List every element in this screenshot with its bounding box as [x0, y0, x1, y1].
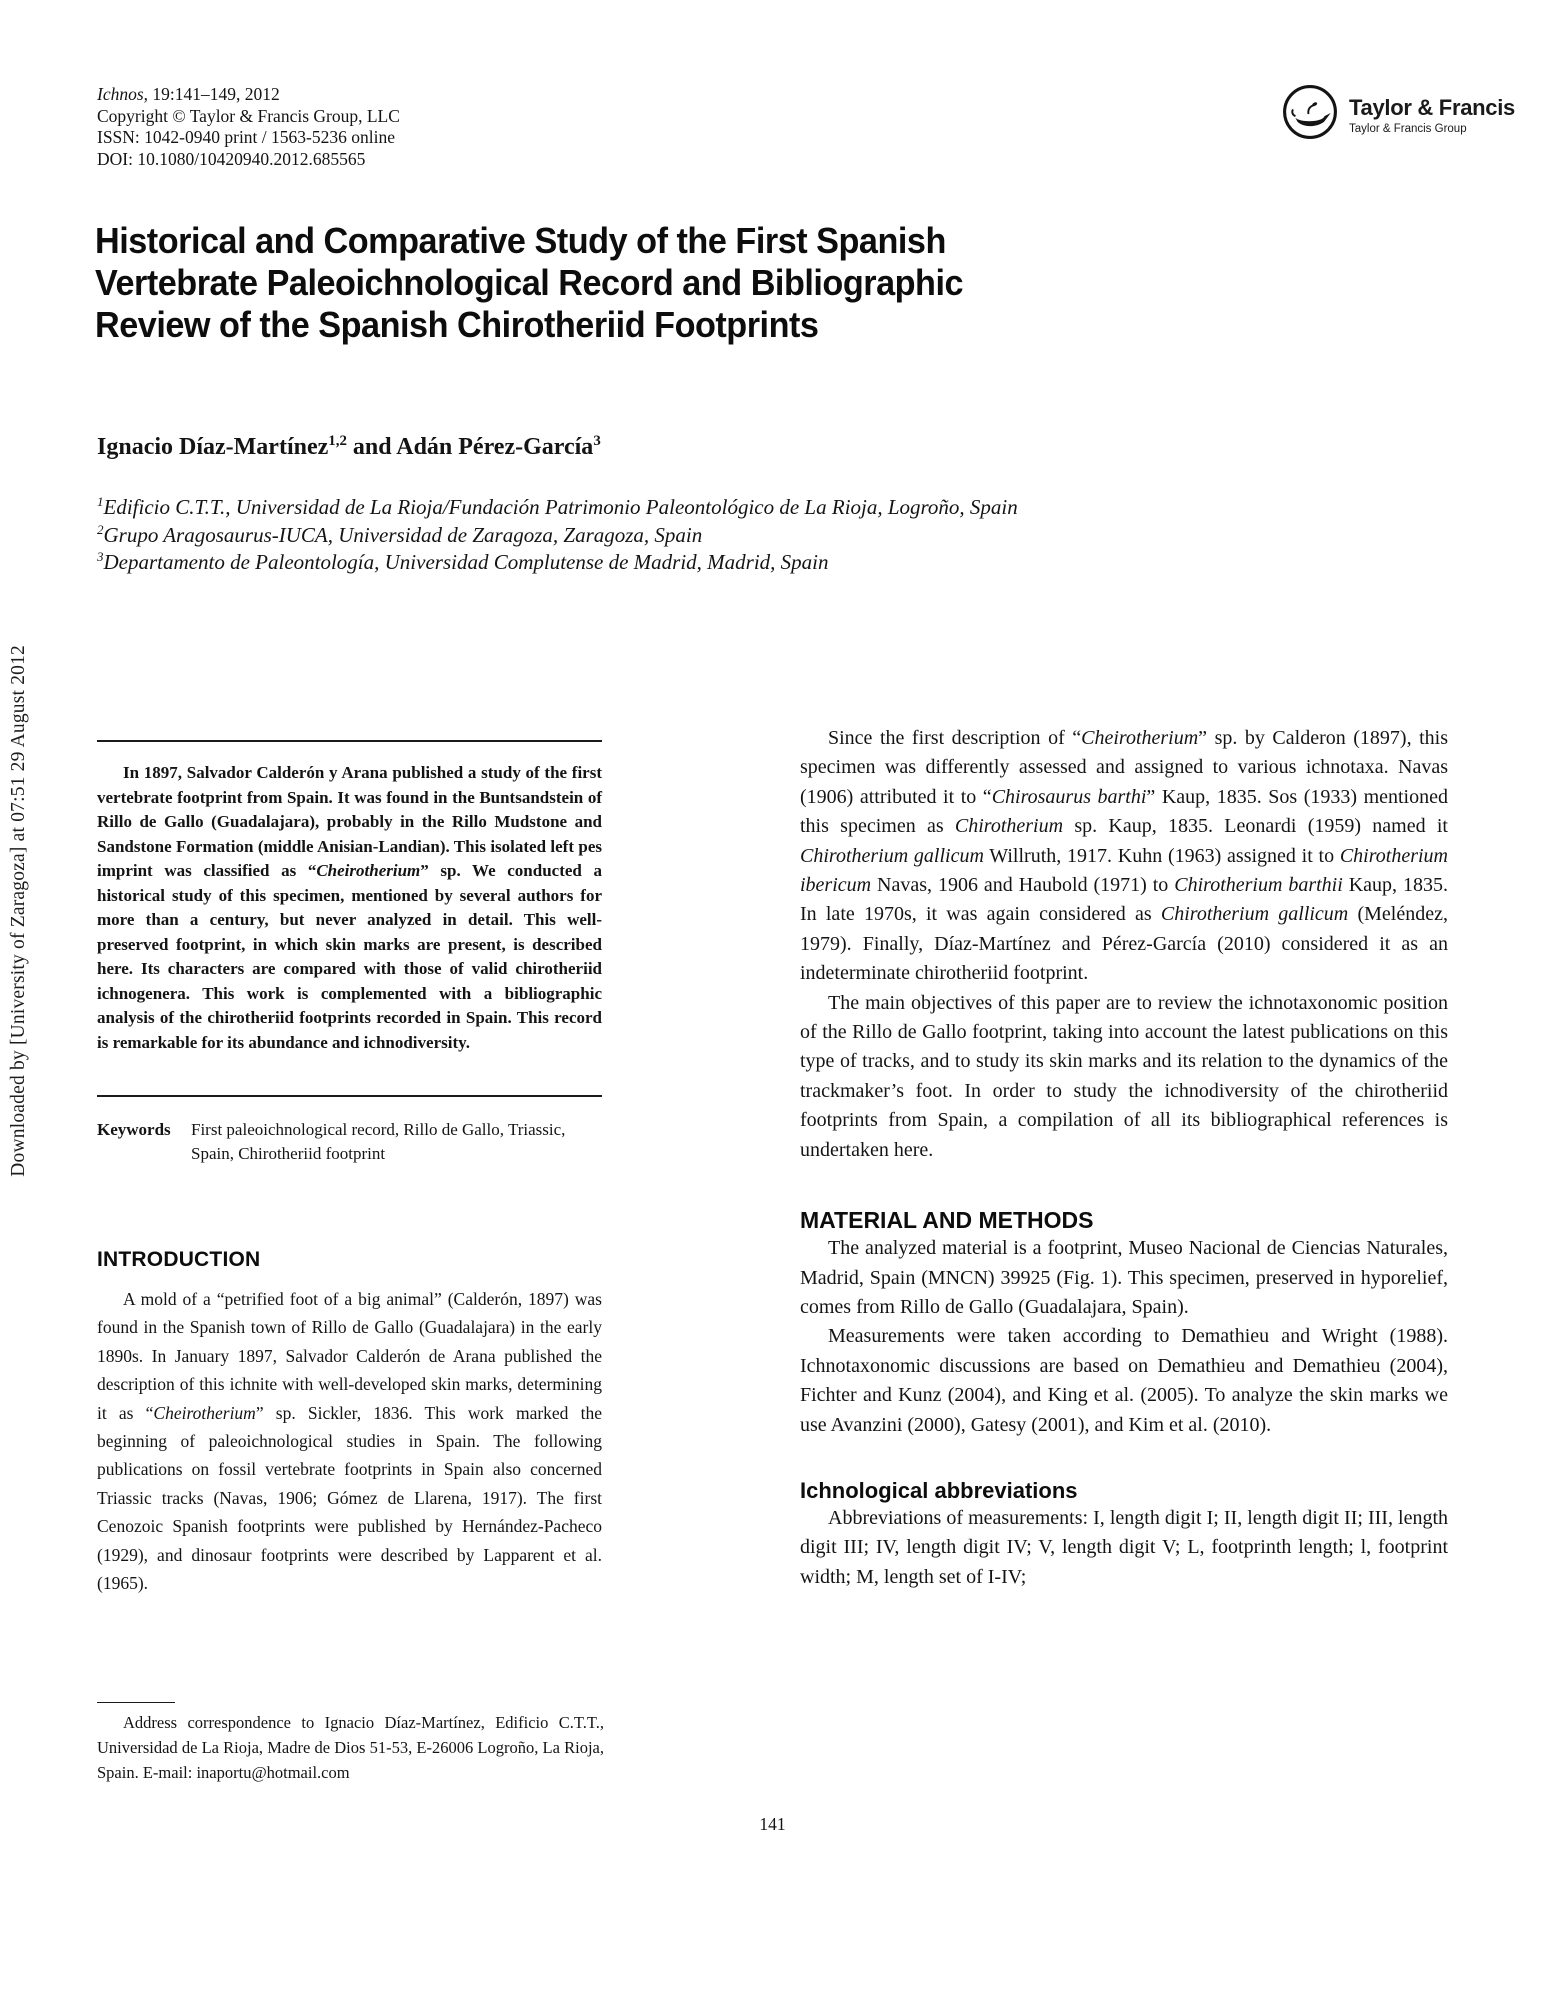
article-title-line-3: Review of the Spanish Chirotheriid Footprints — [95, 304, 819, 346]
right-column — [800, 700, 1448, 1592]
footnote-address: Address correspondence to Ignacio Díaz-Martínez, Edificio C.T.T., Universidad de La Rioja, Madre de Dios 51-53, E-26006 Logroño, La Rioja, Spain. E-mail: — [97, 1713, 604, 1782]
ichnological-abbreviations-heading: Ichnological abbreviations — [800, 1477, 1078, 1503]
affiliation-1: $^1$Edificio C.T.T., Universidad de La Rioja/Fundación Patrimonio Paleontológico de La Rioja, Logroño, Spain — [97, 494, 1018, 519]
publisher-name: Taylor & Francis — [1349, 94, 1515, 120]
footnote-rule — [97, 1702, 175, 1703]
article-title-line-1: Historical and Comparative Study of the First Spanish — [95, 220, 946, 262]
correspondence-footnote — [97, 1702, 604, 1785]
author-line: Ignacio Díaz-Martínez$^{1,2}$ and Adán Pérez-García$^3$ — [97, 433, 601, 460]
article-title — [95, 220, 1216, 346]
material-methods-paragraph-1: The analyzed material is a footprint, Museo Nacional de Ciencias Naturales, Madrid, Spain (MNCN) 39925 (Fig. 1). This specimen, preserved in hyporelief, comes from Rillo de Gallo (Guadalajara, Spain). — [800, 1237, 1448, 1318]
keywords-block — [97, 1118, 602, 1166]
publisher-group: Taylor & Francis Group — [1349, 122, 1467, 135]
introduction-section — [97, 1248, 602, 1597]
introduction-heading: INTRODUCTION — [97, 1248, 261, 1271]
page-number: 141 — [759, 1814, 786, 1834]
journal-header-meta — [97, 84, 400, 170]
introduction-paragraph: A mold of a “petrified foot of a big animal” (Calderón, 1897) was found in the Spanish town of Rillo de Gallo (Guadalajara) in the early 1890s. In January 1897, Salvador Calderón de Arana published the description of this ichnite with well-developed skin marks, determining it as “Cheirotherium” sp. Sickler, 1836. This work marked the beginning of paleoichnological studies in Spain. The following publications on fossil vertebrate footprints in Spain also concerned Triassic tracks (Navas, 1906; Gómez de Llarena, 1917). The first Cenozoic Spanish footprints were published by Hernández-Pacheco (1929), and dinosaur footprints were described by Lapparent et al. (1965). — [97, 1289, 602, 1594]
abstract-top-rule — [97, 740, 602, 742]
objectives-paragraph: The main objectives of this paper are to review the ichnotaxonomic position of the Rillo de Gallo footprint, taking into account the latest publications on this type of tracks, and to study its skin marks and its relation to the dynamics of the trackmaker’s foot. In order to study the ichnodiversity of the chirotheriid footprints from Spain, a compilation of all its bibliographical references is undertaken here. — [800, 991, 1448, 1161]
taylor-francis-logo-icon — [1282, 84, 1338, 145]
article-title-line-2: Vertebrate Paleoichnological Record and Bibliographic — [95, 262, 964, 304]
footnote-text — [97, 1710, 604, 1785]
history-paragraph: Since the first description of “Cheirotherium” sp. by Calderon (1897), this specimen was differently assessed and assigned to various ichnotaxa. Navas (1906) attributed it to “Chirosaurus barthi” Kaup, 1835. Sos (1933) mentioned this specimen as Chirotherium sp. Kaup, 1835. Leonardi (1959) named it Chirotherium gallicum Willruth, 1917. Kuhn (1963) assigned it to Chirotherium ibericum Navas, 1906 and Haubold (1971) to Chirotherium barthii Kaup, 1835. In late 1970s, it was again considered as Chirotherium gallicum (Meléndez, 1979). Finally, Díaz-Martínez and Pérez-García (2010) considered it as an indeterminate chirotheriid footprint. — [800, 727, 1449, 985]
keywords-label: Keywords — [97, 1120, 171, 1139]
left-column — [97, 740, 602, 1166]
keywords-text: First paleoichnological record, Rillo de Gallo, Triassic, Spain, Chirotheriid footprint — [191, 1120, 566, 1163]
taylor-francis-logo — [1282, 84, 1515, 145]
abbreviations-paragraph: Abbreviations of measurements: I, length digit I; II, length digit II; III, length digit III; IV, length digit IV; V, length digit V; L, footprinth length; l, footprint width; M, length set of I-IV; — [800, 1506, 1448, 1588]
download-watermark: Downloaded by [University of Zaragoza] at 07:51 29 August 2012 — [8, 645, 29, 1177]
journal-citation-line: Ichnos, 19:141–149, 2012 — [97, 84, 280, 104]
copyright-line: Copyright © Taylor & Francis Group, LLC — [97, 105, 400, 126]
taylor-francis-logo-text — [1349, 95, 1515, 135]
abstract-bottom-rule — [97, 1095, 602, 1097]
correspondence-email-link[interactable]: inaportu@hotmail.com — [196, 1763, 350, 1782]
doi-line: DOI: 10.1080/10420940.2012.685565 — [97, 148, 366, 169]
affiliation-2: $^2$Grupo Aragosaurus-IUCA, Universidad de Zaragoza, Zaragoza, Spain — [97, 521, 703, 547]
affiliations — [97, 494, 1082, 577]
abstract-paragraph: In 1897, Salvador Calderón y Arana published a study of the first vertebrate footprint from Spain. It was found in the Buntsandstein of Rillo de Gallo (Guadalajara), probably in the Rillo Mudstone and Sandstone Formation (middle Anisian-Landian). This isolated left pes imprint was classified as “Cheirotherium” sp. We conducted a historical study of this specimen, mentioned by several authors for more than a century, but never analyzed in detail. This well-preserved footprint, in which skin marks are present, is described here. Its characters are compared with those of valid chirotheriid ichnogenera. This work is complemented with a bibliographic analysis of the chirotheriid footprints recorded in Spain. This record is remarkable for its abundance and ichnodiversity. — [97, 763, 602, 1052]
issn-line: ISSN: 1042-0940 print / 1563-5236 online — [97, 127, 395, 147]
affiliation-3: $^3$Departamento de Paleontología, Universidad Complutense de Madrid, Madrid, Spain — [97, 549, 829, 574]
material-methods-heading: MATERIAL AND METHODS — [800, 1207, 1094, 1234]
material-methods-paragraph-2: Measurements were taken according to Demathieu and Wright (1988). Ichnotaxonomic discussions are based on Demathieu and Demathieu (2004), Fichter and Kunz (2004), and King et al. (2005). To analyze the skin marks we use Avanzini (2000), Gatesy (2001), and Kim et al. (2010). — [800, 1325, 1448, 1436]
